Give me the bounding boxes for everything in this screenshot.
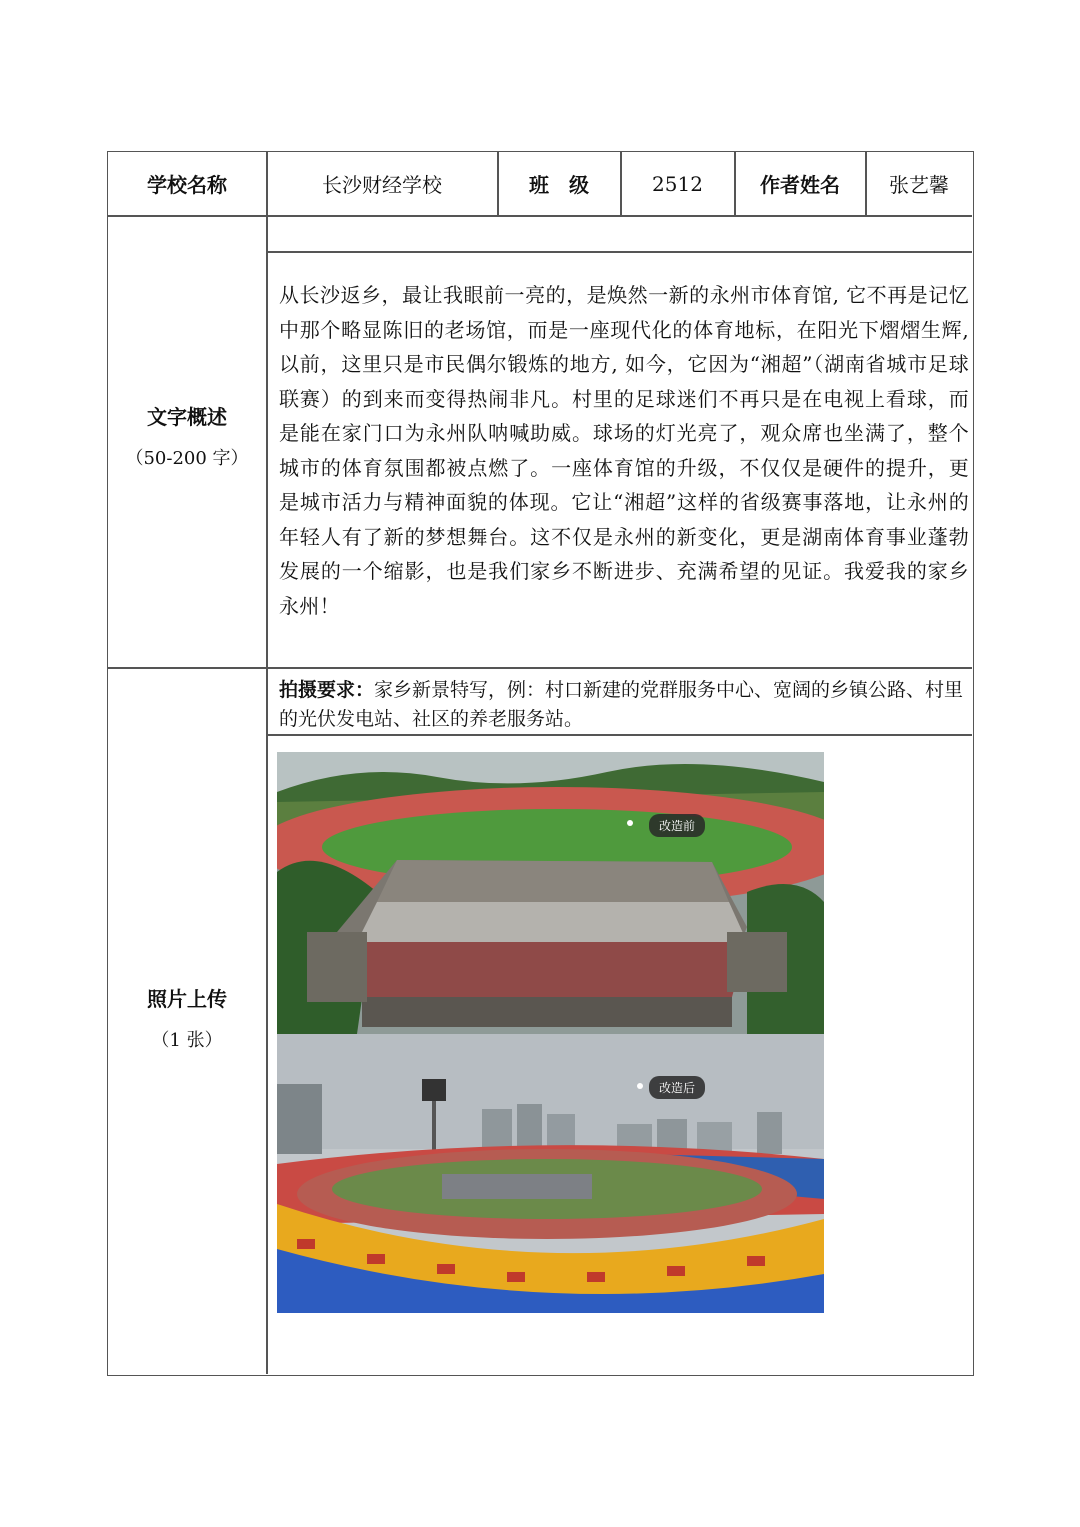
summary-label-block xyxy=(108,402,266,474)
photo-before-renovation xyxy=(277,752,824,1034)
summary-text: 从长沙返乡，最让我眼前一亮的，是焕然一新的永州市体育馆, 它不再是记忆中那个略显陈旧的老场馆，而是一座现代化的体育地标，在阳光下熠熠生辉, 以前，这里只是市民偶尔锻炼的地方, 如今，它因为“湘超”（湖南省城市足球联赛）的到来而变得热闹非凡。村里的足球迷们不再只是在电视上看球，而是能在家门口为永州队呐喊助威。球场的灯光亮了，观众席也坐满了，整个城市的体育氛围都被点燃了。一座体育馆的升级，不仅仅是硬件的提升，更是城市活力与精神面貌的体现。它让“湘超”这样的省级赛事落地，让永州的年轻人有了新的梦想舞台。这不仅是永州的新变化，更是湖南体育事业蓬勃发展的一个缩影，也是我们家乡不断进步、充满希望的见证。我爱我的家乡永州！ xyxy=(279,283,969,618)
row-divider xyxy=(108,667,972,669)
marker-dot xyxy=(627,820,633,826)
class-label: 班 级 xyxy=(529,173,589,197)
class-value: 2512 xyxy=(652,171,703,196)
old-stadium-image xyxy=(277,752,824,1034)
photo-after-renovation xyxy=(277,1034,824,1313)
submission-form xyxy=(107,151,974,1376)
author-label: 作者姓名 xyxy=(760,173,840,197)
summary-label: 文字概述 xyxy=(147,405,227,429)
requirement-text: 家乡新景特写，例：村口新建的党群服务中心、宽阔的乡镇公路、村里的光伏发电站、社区的养老服务站。 xyxy=(279,679,964,730)
summary-limit: （50-200 字） xyxy=(125,448,249,469)
marker-dot xyxy=(637,1083,643,1089)
new-stadium-image xyxy=(277,1034,824,1313)
author-value: 张艺馨 xyxy=(889,173,949,197)
row-divider xyxy=(108,215,972,217)
photo-label-block xyxy=(108,984,266,1056)
row-divider xyxy=(266,734,972,736)
photo-label: 照片上传 xyxy=(147,987,227,1011)
row-divider xyxy=(266,251,972,253)
column-divider xyxy=(266,152,268,1374)
after-label: 改造后 xyxy=(649,1076,705,1099)
requirement-title: 拍摄要求： xyxy=(279,679,375,701)
school-value: 长沙财经学校 xyxy=(322,173,442,197)
before-label: 改造前 xyxy=(649,814,705,837)
shooting-requirement xyxy=(279,676,969,734)
school-label: 学校名称 xyxy=(147,173,227,197)
photo-count: （1 张） xyxy=(151,1030,223,1051)
